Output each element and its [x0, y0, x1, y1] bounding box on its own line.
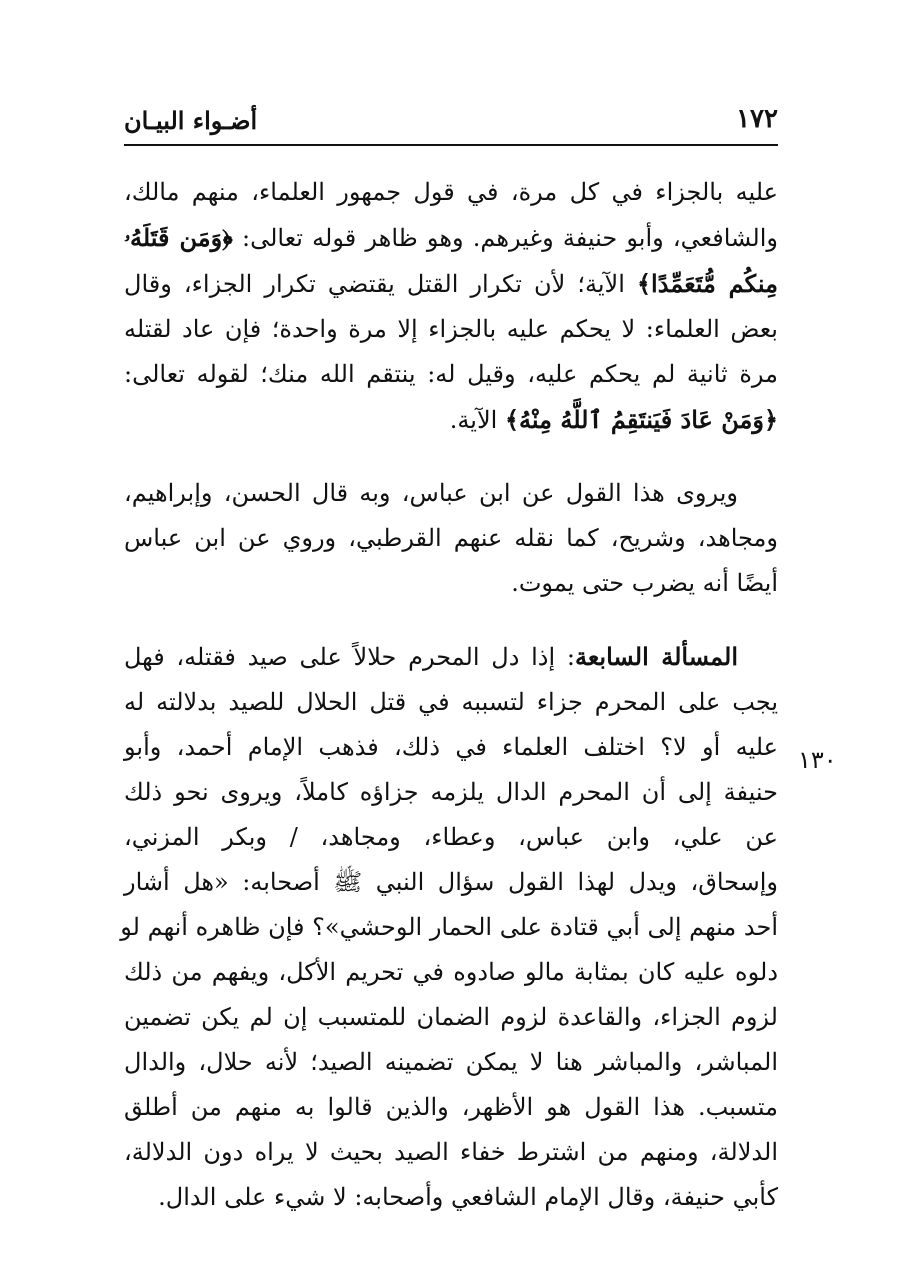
margin-page-marker: ١٣٠: [798, 746, 837, 774]
text-line: [124, 634, 778, 680]
page-header: [124, 104, 778, 146]
text-segment: : إذا دل المحرم حلالاً على صيد فقتله، فهل: [124, 643, 575, 671]
text-segment: الآية.: [449, 406, 505, 434]
text-line: ويروى هذا القول عن ابن عباس، وبه قال الحسن، وإبراهيم،: [124, 479, 738, 507]
text-line: وإسحاق، ويدل لهذا القول سؤال النبي ﷺ أصحابه: «هل أشار: [124, 868, 778, 896]
text-line: دلوه عليه كان بمثابة مالو صادوه في تحريم الأكل، ويفهم من ذلك: [124, 958, 778, 986]
text-line: لزوم الجزاء، والقاعدة لزوم الضمان للمتسبب إن لم يكن تضمين: [124, 1003, 778, 1031]
text-line: كأبي حنيفة، وقال الإمام الشافعي وأصحابه: لا شيء على الدال.: [158, 1183, 778, 1211]
text-line: أيضًا أنه يضرب حتى يموت.: [511, 569, 778, 597]
text-line: [124, 215, 778, 261]
text-line: أحد منهم إلى أبي قتادة على الحمار الوحشي»؟ فإن ظاهره أنهم لو: [120, 913, 778, 941]
quran-verse: مِنكُم مُّتَعَمِّدًا﴾: [636, 269, 778, 298]
paragraph: [120, 634, 778, 1220]
paragraph: [124, 471, 778, 606]
text-line: يجب على المحرم جزاء لتسببه في قتل الحلال للصيد بدلالته له: [124, 688, 778, 716]
text-segment: والشافعي، وأبو حنيفة وغيرهم. وهو ظاهر قوله تعالى:: [232, 224, 779, 252]
text-line: متسبب. هذا القول هو الأظهر، والذين قالوا به منهم من أطلق: [124, 1093, 778, 1121]
text-line: الدلالة، ومنهم من اشترط خفاء الصيد بحيث لا يراه دون الدلالة،: [124, 1138, 778, 1166]
book-title: أضـواء البيـان: [124, 106, 258, 135]
text-line: المباشر، والمباشر هنا لا يمكن تضمينه الصيد؛ لأنه حلال، والدال: [124, 1048, 778, 1076]
page-number: ١٧٢: [736, 104, 778, 134]
text-line: مرة ثانية لم يحكم عليه، وقيل له: ينتقم الله منك؛ لقوله تعالى:: [124, 360, 778, 388]
quran-verse: ﴿وَمَنْ عَادَ فَيَنتَقِمُ ٱللَّهُ مِنْهُ﴾: [504, 405, 778, 434]
quran-verse: ﴿وَمَن قَتَلَهُۥ: [124, 223, 233, 252]
text-line: عن علي، وابن عباس، وعطاء، ومجاهد، / وبكر المزني،: [124, 823, 778, 851]
text-line: [124, 397, 778, 443]
section-heading: المسألة السابعة: [574, 642, 738, 671]
text-line: عليه أو لا؟ اختلف العلماء في ذلك، فذهب الإمام أحمد، وأبو: [124, 733, 778, 761]
text-line: عليه بالجزاء في كل مرة، في قول جمهور العلماء، منهم مالك،: [124, 178, 778, 206]
text-line: حنيفة إلى أن المحرم الدال يلزمه جزاؤه كاملاً، ويروى نحو ذلك: [124, 778, 778, 806]
text-line: [124, 261, 778, 307]
text-line: بعض العلماء: لا يحكم عليه بالجزاء إلا مرة واحدة؛ فإن عاد لقتله: [124, 315, 778, 343]
main-text: [120, 170, 779, 1220]
paragraph: [124, 170, 778, 443]
text-segment: الآية؛ لأن تكرار القتل يقتضي تكرار الجزاء، وقال: [124, 270, 637, 298]
text-line: ومجاهد، وشريح، كما نقله عنهم القرطبي، وروي عن ابن عباس: [124, 524, 778, 552]
